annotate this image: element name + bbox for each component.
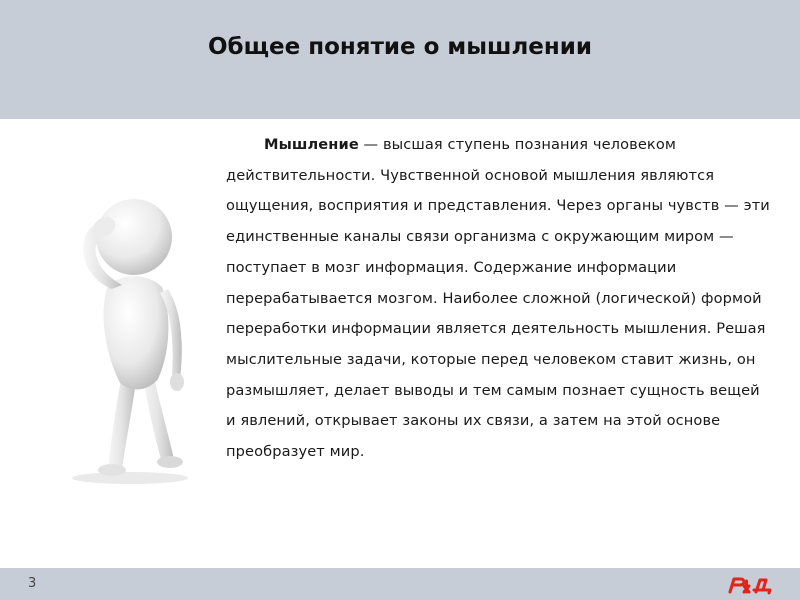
body-paragraph-text: — высшая ступень познания человеком действительности. Чувственной основой мышления являются ощущения, восприятия и представления. Через органы чувств — эти единственные каналы связи организма с окружающим миром — поступает в мозг информация. Содержание информации перерабатывается мозгом. Наиболее сложной (логической) формой переработки информации является деятельность мышления. Решая мыслительные задачи, которые перед человеком ставит жизнь, он размышляет, делает выводы и тем самым познает сущность вещей и явлений, открывает законы их связи, а затем на этой основе преобразует мир. <box>226 136 770 461</box>
page-number: 3 <box>28 576 37 591</box>
thinking-person-figure <box>50 185 210 485</box>
rzd-logo-icon <box>726 575 774 595</box>
slide-title: Общее понятие о мышлении <box>207 34 593 60</box>
term-thinking: Мышление <box>264 136 359 153</box>
body-paragraph <box>226 130 774 468</box>
footer-band <box>0 568 800 600</box>
